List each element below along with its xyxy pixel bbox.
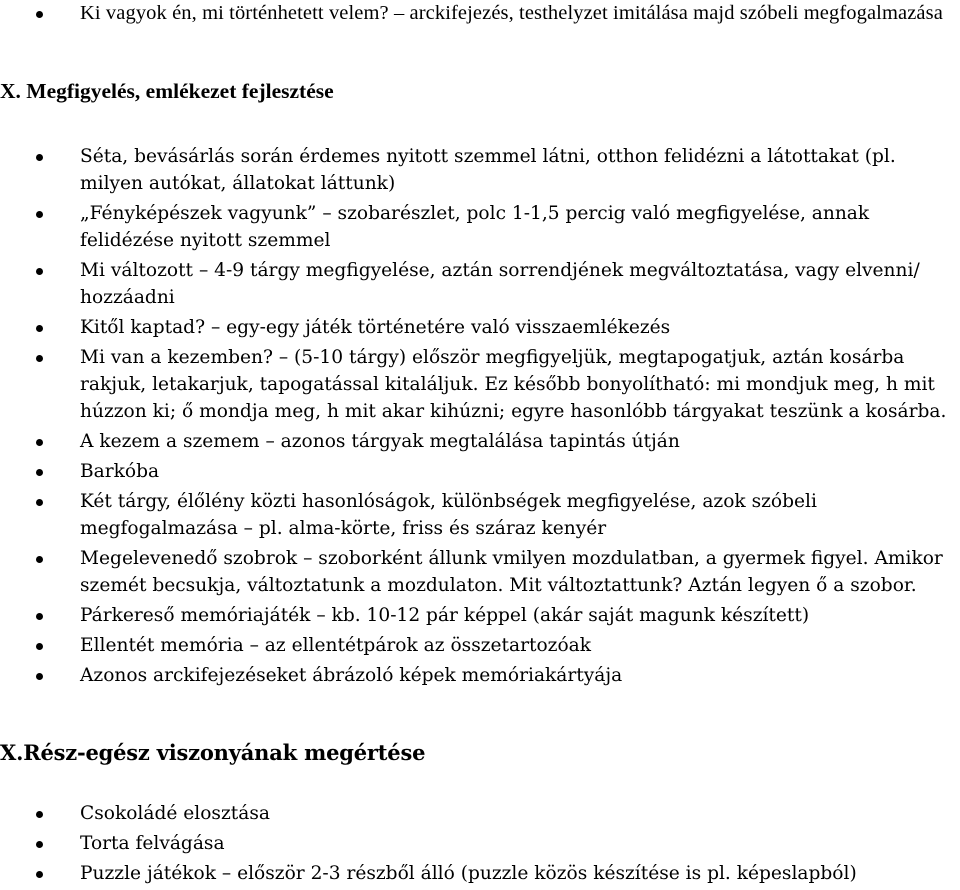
list-item-text: Barkóba bbox=[80, 461, 160, 482]
bullet-icon bbox=[36, 211, 43, 218]
list-item bbox=[0, 458, 960, 485]
list-item-text: Torta felvágása bbox=[80, 833, 225, 854]
list-item bbox=[0, 428, 960, 455]
resz-egesz-bullet-list bbox=[0, 800, 960, 890]
bullet-icon bbox=[36, 871, 43, 878]
list-item bbox=[0, 344, 960, 425]
top-bullet-list bbox=[0, 0, 960, 30]
list-item bbox=[0, 488, 960, 542]
list-item bbox=[0, 143, 960, 197]
bullet-icon bbox=[36, 556, 43, 563]
bullet-icon bbox=[36, 673, 43, 680]
megfigyeles-bullet-list bbox=[0, 143, 960, 692]
list-item bbox=[0, 830, 960, 857]
bullet-icon bbox=[36, 811, 43, 818]
list-item bbox=[0, 257, 960, 311]
bullet-icon bbox=[36, 499, 43, 506]
list-item-text: Két tárgy, élőlény közti hasonlóságok, különbségek megfigyelése, azok szóbeli megfogalmazása – pl. alma-körte, friss és száraz kenyér bbox=[80, 491, 817, 539]
list-item bbox=[0, 602, 960, 629]
list-item-text: Ellentét memória – az ellentétpárok az összetartozóak bbox=[80, 635, 591, 656]
bullet-icon bbox=[36, 268, 43, 275]
list-item-text: Azonos arckifejezéseket ábrázoló képek memóriakártyája bbox=[80, 665, 623, 686]
list-item bbox=[0, 545, 960, 599]
section-heading-resz-egesz: X.Rész-egész viszonyának megértése bbox=[0, 740, 426, 765]
bullet-icon bbox=[36, 841, 43, 848]
list-item-text: Mi változott – 4-9 tárgy megfigyelése, aztán sorrendjének megváltoztatása, vagy elvenni/ hozzáadni bbox=[80, 260, 920, 308]
list-item bbox=[0, 200, 960, 254]
list-item-text: Mi van a kezemben? – (5-10 tárgy) először megfigyeljük, megtapogatjuk, aztán kosárba rakjuk, letakarjuk, tapogatással kitaláljuk. Ez később bonyolítható: mi mondjuk meg, h mit húzzon ki; ő mondja meg, h mit akar kihúzni; egyre hasonlóbb tárgyakat teszünk a kosárba. bbox=[80, 347, 947, 422]
list-item-text: „Fényképészek vagyunk” – szobarészlet, polc 1-1,5 percig való megfigyelése, annak felidézése nyitott szemmel bbox=[80, 203, 870, 251]
bullet-icon bbox=[36, 469, 43, 476]
bullet-icon bbox=[36, 325, 43, 332]
list-item bbox=[0, 314, 960, 341]
list-item bbox=[0, 800, 960, 827]
list-item-text: Párkereső memóriajáték – kb. 10-12 pár képpel (akár saját magunk készített) bbox=[80, 605, 810, 626]
list-item-text: Ki vagyok én, mi történhetett velem? – arckifejezés, testhelyzet imitálása majd szóbeli megfogalmazása bbox=[80, 2, 943, 24]
bullet-icon bbox=[36, 439, 43, 446]
bullet-icon bbox=[36, 11, 43, 18]
section-heading-megfigyeles: X. Megfigyelés, emlékezet fejlesztése bbox=[0, 79, 334, 103]
bullet-icon bbox=[36, 643, 43, 650]
list-item-text: Puzzle játékok – először 2-3 részből álló (puzzle közös készítése is pl. képeslapból) bbox=[80, 863, 857, 884]
list-item-text: Kitől kaptad? – egy-egy játék történetére való visszaemlékezés bbox=[80, 317, 671, 338]
bullet-icon bbox=[36, 613, 43, 620]
list-item bbox=[0, 632, 960, 659]
list-item-text: Csokoládé elosztása bbox=[80, 803, 270, 824]
bullet-icon bbox=[36, 355, 43, 362]
list-item bbox=[0, 0, 960, 27]
list-item-text: Megelevenedő szobrok – szoborként állunk vmilyen mozdulatban, a gyermek figyel. Amikor szemét becsukja, változtatunk a mozdulaton. Mit változtattunk? Aztán legyen ő a szobor. bbox=[80, 548, 943, 596]
list-item-text: Séta, bevásárlás során érdemes nyitott szemmel látni, otthon felidézni a látottakat (pl. milyen autókat, állatokat láttunk) bbox=[80, 146, 896, 194]
list-item-text: A kezem a szemem – azonos tárgyak megtalálása tapintás útján bbox=[80, 431, 680, 452]
list-item bbox=[0, 662, 960, 689]
bullet-icon bbox=[36, 154, 43, 161]
